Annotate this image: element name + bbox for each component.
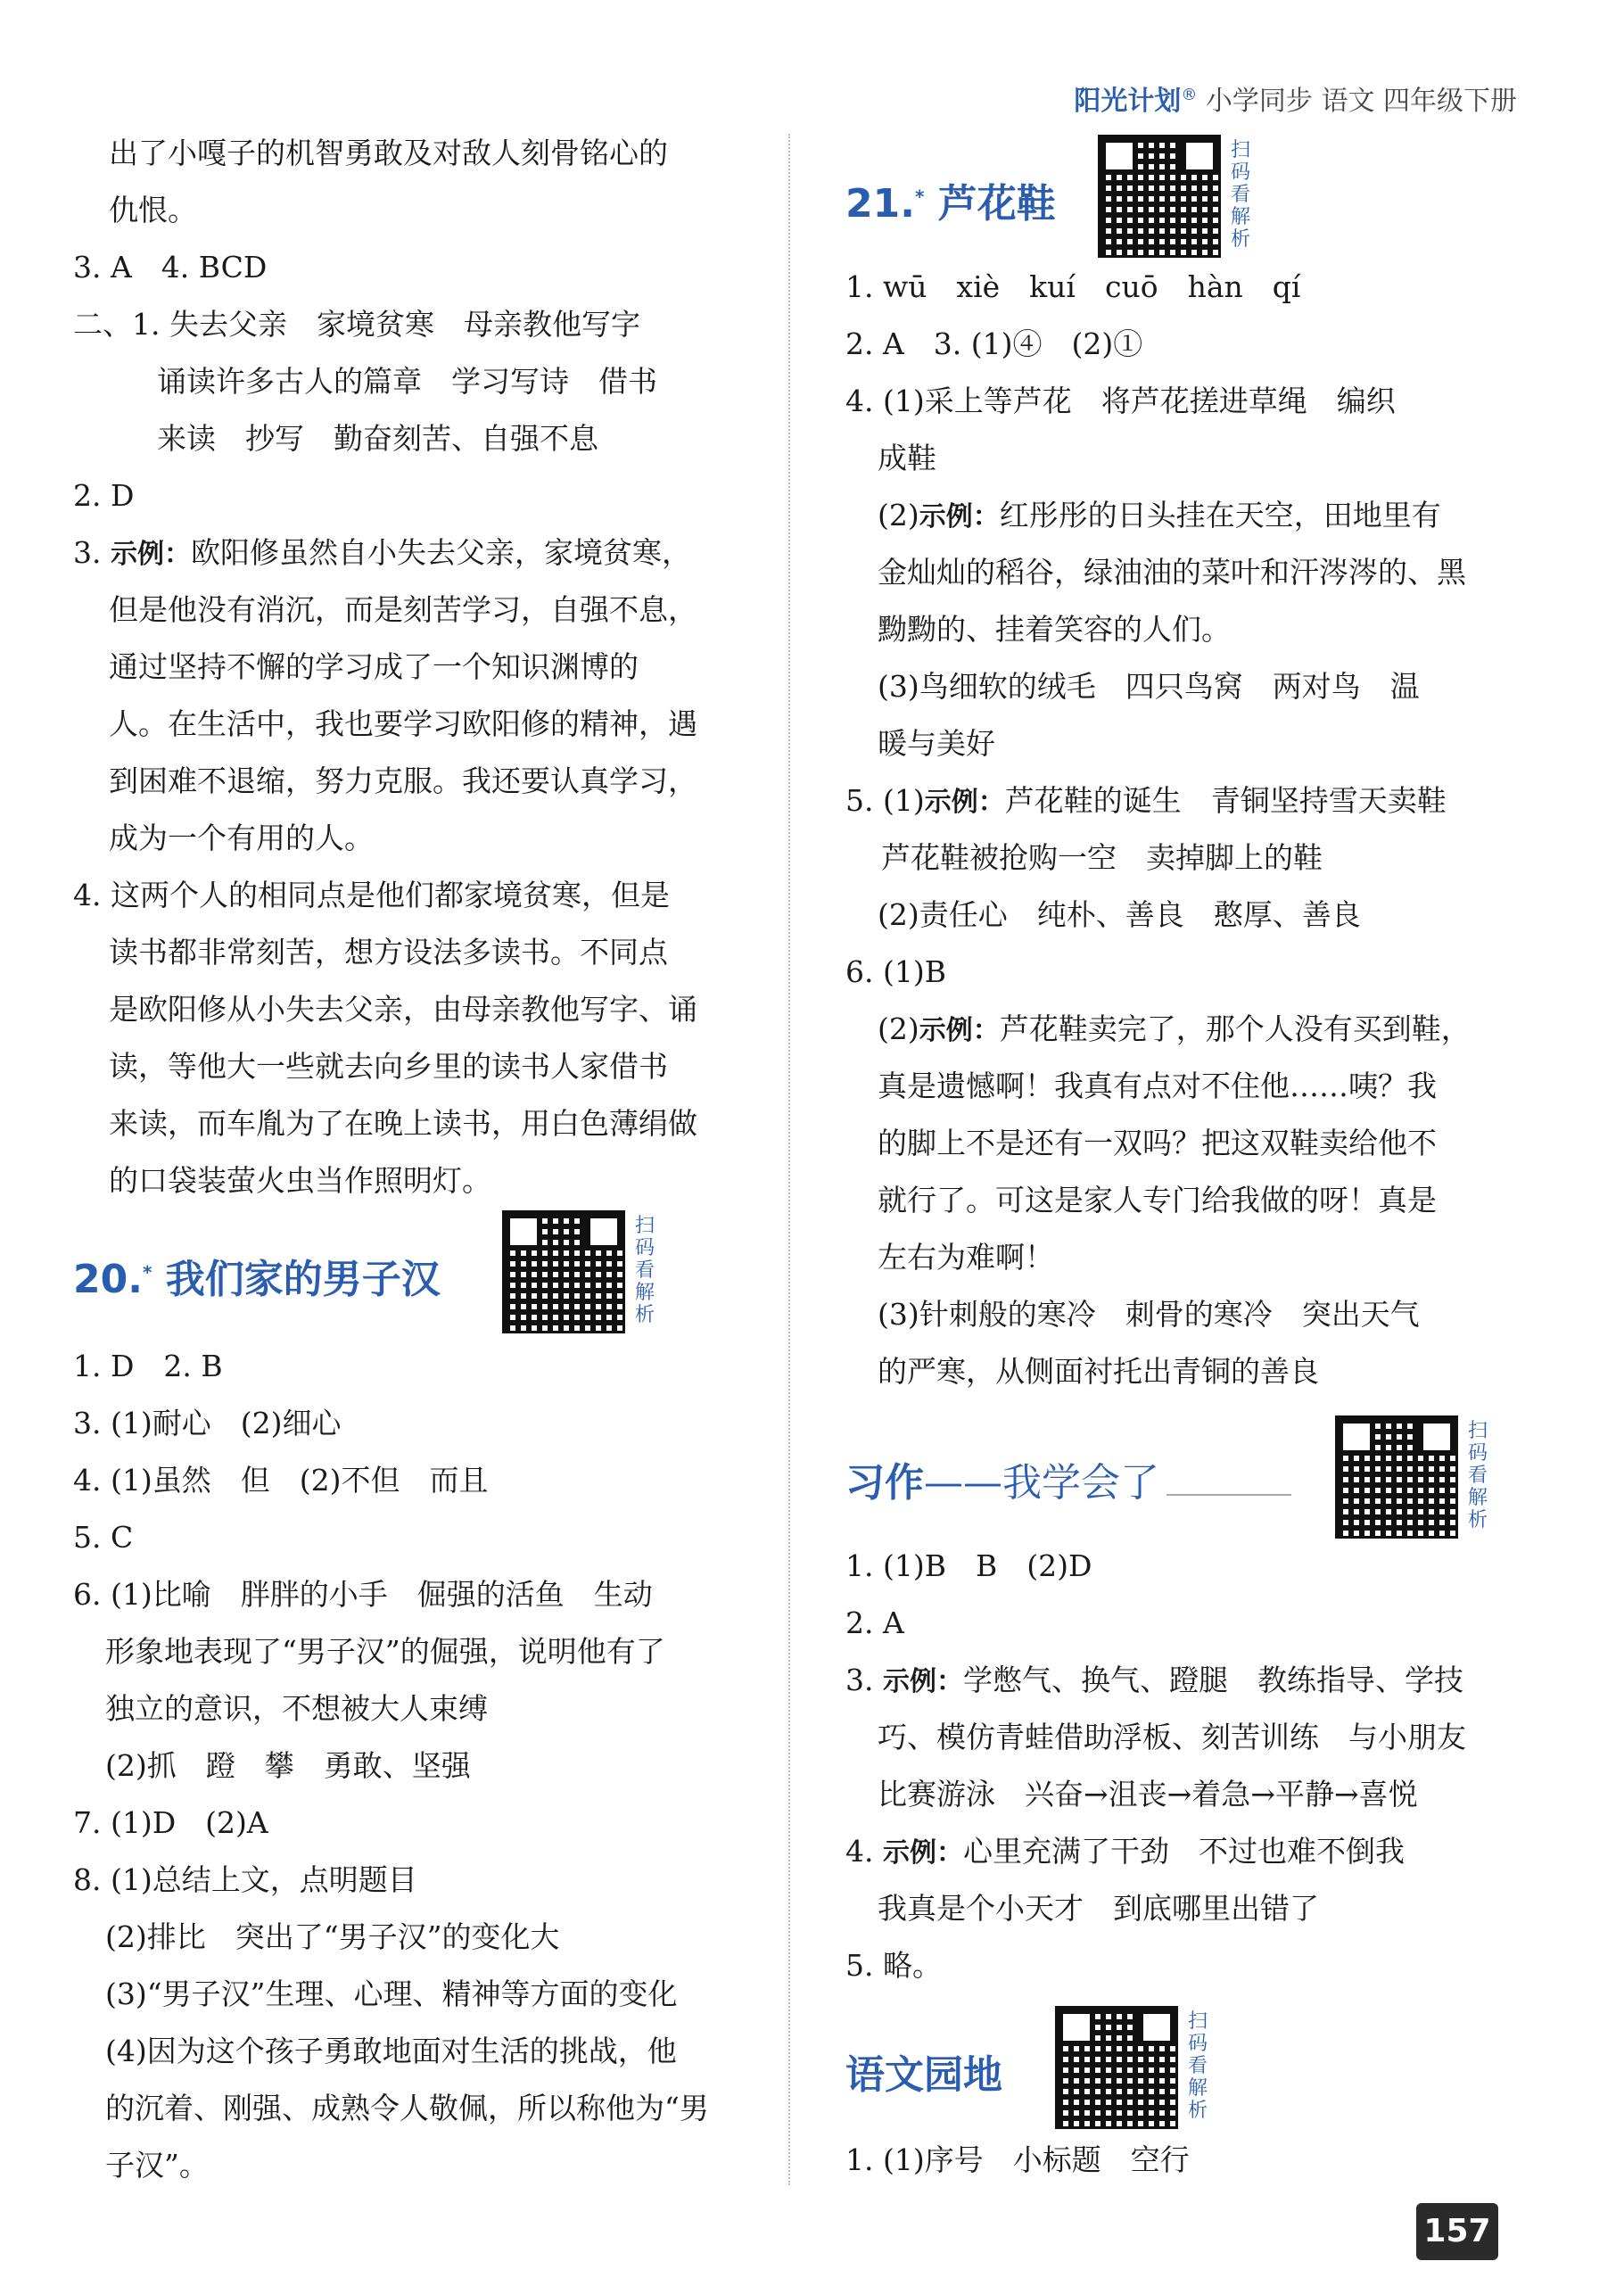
- section-name: 芦花鞋: [937, 181, 1056, 227]
- section-number: 20.: [73, 1257, 143, 1302]
- answer-line: 成鞋: [878, 441, 936, 475]
- answer-text: 芦花鞋的诞生 青铜坚持雪天卖鞋: [1004, 783, 1447, 818]
- example-keyword: 示例：: [919, 1015, 1000, 1046]
- answer-line: 6. (1)比喻 胖胖的小手 倔强的活鱼 生动: [73, 1577, 653, 1612]
- answer-line: [845, 487, 1505, 544]
- qr-code-icon[interactable]: [505, 1213, 622, 1331]
- example-keyword: 示例：: [924, 787, 1005, 818]
- answer-line: 6. (1)B: [845, 954, 946, 989]
- left-column: [73, 125, 733, 1209]
- optional-star: *: [914, 186, 925, 208]
- blank-underline: [1166, 1476, 1291, 1496]
- qr-code-icon[interactable]: [1101, 137, 1218, 255]
- answer-line: 成为一个有用的人。: [109, 821, 374, 855]
- answer-line: (3)鸟细软的绒毛 四只鸟窝 两对鸟 温: [878, 669, 1420, 704]
- column-divider: [788, 134, 790, 2185]
- qr-code-icon[interactable]: [1058, 2009, 1175, 2126]
- answer-text: 心里充满了干劲 不过也难不倒我: [962, 1834, 1405, 1869]
- answer-line: 我真是个小天才 到底哪里出错了: [878, 1891, 1319, 1926]
- section-title-21: [845, 171, 1056, 228]
- answer-line: 出了小嘎子的机智勇敢及对敌人刻骨铭心的: [109, 136, 668, 170]
- answer-line: 暖与美好: [878, 726, 995, 761]
- answer-line: 5. C: [73, 1520, 134, 1555]
- section-title-yuwen-yuandi: [845, 2043, 1002, 2100]
- answer-line: 4. (1)采上等芦花 将芦花搓进草绳 编织: [845, 384, 1396, 418]
- answer-line: 2. A: [845, 1605, 904, 1640]
- answer-line: 通过坚持不懈的学习成了一个知识渊博的: [109, 649, 639, 684]
- optional-star: *: [142, 1261, 153, 1283]
- section-name: 我们家的男子汉: [165, 1257, 441, 1302]
- question-number: 5. (1): [845, 783, 925, 818]
- qr-hint-label: 扫码看解析: [1230, 139, 1250, 251]
- section-name: 习作: [845, 1460, 924, 1506]
- answer-line: 5. 略。: [845, 1948, 942, 1983]
- section-subtitle: ——我学会了: [924, 1460, 1159, 1506]
- answer-line: [845, 1001, 1505, 1058]
- answer-line: (2)抓 蹬 攀 勇敢、坚强: [105, 1748, 471, 1783]
- answer-line: [845, 1652, 1505, 1709]
- right-column-section-21: [845, 259, 1505, 1400]
- sub-number: (2): [878, 1011, 919, 1046]
- right-column-writing: [845, 1538, 1505, 1994]
- answer-line: 1. D 2. B: [73, 1349, 223, 1383]
- answer-line: [845, 1823, 1505, 1880]
- registered-mark: ®: [1181, 86, 1198, 104]
- answer-line: 来读，而车胤为了在晚上读书，用白色薄绢做: [109, 1106, 697, 1141]
- section-number: 21.: [845, 181, 915, 227]
- answer-line: 4. 这两个人的相同点是他们都家境贫寒，但是: [73, 878, 670, 912]
- page-header: [1074, 78, 1517, 118]
- section-name: 语文园地: [845, 2052, 1002, 2098]
- answer-line: 左右为难啊！: [878, 1240, 1054, 1275]
- question-number: 3.: [845, 1663, 883, 1697]
- answer-line: (2)责任心 纯朴、善良 憨厚、善良: [878, 897, 1361, 932]
- answer-line: 的沉着、刚强、成熟令人敬佩，所以称他为“男: [105, 2091, 709, 2125]
- answer-line: 真是遗憾啊！我真有点对不住他……咦？我: [878, 1069, 1437, 1103]
- answer-line: 形象地表现了“男子汉”的倔强，说明他有了: [105, 1634, 665, 1669]
- answer-line: 1. wū xiè kuí cuō hàn qí: [845, 269, 1301, 304]
- answer-line: (3)针刺般的寒冷 刺骨的寒冷 突出天气: [878, 1297, 1420, 1332]
- example-keyword: 示例：: [882, 1837, 963, 1869]
- example-keyword: 示例：: [919, 501, 1000, 532]
- answer-line: 8. (1)总结上文，点明题目: [73, 1862, 417, 1897]
- sub-number: (2): [878, 498, 919, 532]
- example-keyword: 示例：: [882, 1666, 963, 1697]
- answer-line: 巧、模仿青蛙借助浮板、刻苦训练 与小朋友: [878, 1720, 1466, 1754]
- section-title-writing: [845, 1450, 1291, 1507]
- section-title-20: [73, 1247, 441, 1304]
- qr-hint-label: 扫码看解析: [1467, 1420, 1488, 1531]
- answer-line: 人。在生活中，我也要学习欧阳修的精神，遇: [109, 706, 697, 741]
- answer-line: 到困难不退缩，努力克服。我还要认真学习，: [109, 763, 697, 798]
- brand-name: 阳光计划: [1074, 86, 1182, 117]
- answer-line: 2. A 3. (1)④ (2)①: [845, 326, 1143, 361]
- answer-line: 黝黝的、挂着笑容的人们。: [878, 612, 1231, 647]
- answer-line: 2. D: [73, 478, 135, 513]
- answer-line: 1. (1)B B (2)D: [845, 1548, 1092, 1583]
- answer-line: 是欧阳修从小失去父亲，由母亲教他写字、诵: [109, 992, 697, 1027]
- answer-line: 读书都非常刻苦，想方设法多读书。不同点: [109, 935, 668, 970]
- answer-line: 二、1. 失去父亲 家境贫寒 母亲教他写字: [73, 307, 640, 342]
- answer-line: 的口袋装萤火虫当作照明灯。: [109, 1163, 491, 1198]
- answer-line: 4. (1)虽然 但 (2)不但 而且: [73, 1463, 489, 1498]
- answer-line: 金灿灿的稻谷，绿油油的菜叶和汗涔涔的、黑: [878, 555, 1466, 590]
- answer-text: 芦花鞋卖完了，那个人没有买到鞋，: [999, 1011, 1471, 1046]
- answer-line: 3. (1)耐心 (2)细心: [73, 1406, 342, 1440]
- answer-line: 1. (1)序号 小标题 空行: [845, 2142, 1190, 2177]
- answer-line: 独立的意识，不想被大人束缚: [105, 1691, 488, 1726]
- answer-line: (3)“男子汉”生理、心理、精神等方面的变化: [105, 1977, 678, 2011]
- answer-line: 比赛游泳 兴奋→沮丧→着急→平静→喜悦: [878, 1777, 1418, 1811]
- left-column-section-20: [73, 1338, 733, 2194]
- answer-text: 欧阳修虽然自小失去父亲，家境贫寒，: [190, 535, 691, 570]
- answer-line: (4)因为这个孩子勇敢地面对生活的挑战，他: [105, 2034, 677, 2068]
- question-number: 4.: [845, 1834, 883, 1869]
- answer-line: 3. A 4. BCD: [73, 250, 268, 285]
- qr-code-icon[interactable]: [1338, 1418, 1455, 1536]
- example-keyword: 示例：: [110, 539, 191, 570]
- book-subtitle: 小学同步 语文 四年级下册: [1205, 86, 1517, 117]
- answer-line: 7. (1)D (2)A: [73, 1805, 268, 1840]
- answer-line: 就行了。可这是家人专门给我做的呀！真是: [878, 1183, 1437, 1217]
- answer-line: 的脚上不是还有一双吗？把这双鞋卖给他不: [878, 1126, 1437, 1160]
- answer-line: [73, 524, 733, 582]
- answer-line: 但是他没有消沉，而是刻苦学习，自强不息，: [109, 592, 697, 627]
- qr-hint-label: 扫码看解析: [634, 1215, 655, 1326]
- answer-line: 的严寒，从侧面衬托出青铜的善良: [878, 1354, 1319, 1389]
- answer-text: 红彤彤的日头挂在天空，田地里有: [999, 498, 1441, 532]
- right-column-yuwen-yuandi: [845, 2132, 1505, 2189]
- answer-line: (2)排比 突出了“男子汉”的变化大: [105, 1919, 560, 1954]
- answer-text: 学憋气、换气、蹬腿 教练指导、学技: [962, 1663, 1463, 1697]
- question-number: 3.: [73, 535, 111, 570]
- answer-line: 芦花鞋被抢购一空 卖掉脚上的鞋: [881, 840, 1323, 875]
- answer-line: [845, 772, 1505, 829]
- answer-line: 读，等他大一些就去向乡里的读书人家借书: [109, 1049, 668, 1084]
- answer-line: 诵读许多古人的篇章 学习写诗 借书: [157, 364, 657, 399]
- page-number: 157: [1416, 2203, 1498, 2260]
- answer-line: 子汉”。: [105, 2148, 209, 2183]
- answer-line: 仇恨。: [109, 193, 197, 227]
- qr-hint-label: 扫码看解析: [1187, 2010, 1208, 2122]
- answer-line: 来读 抄写 勤奋刻苦、自强不息: [157, 421, 598, 456]
